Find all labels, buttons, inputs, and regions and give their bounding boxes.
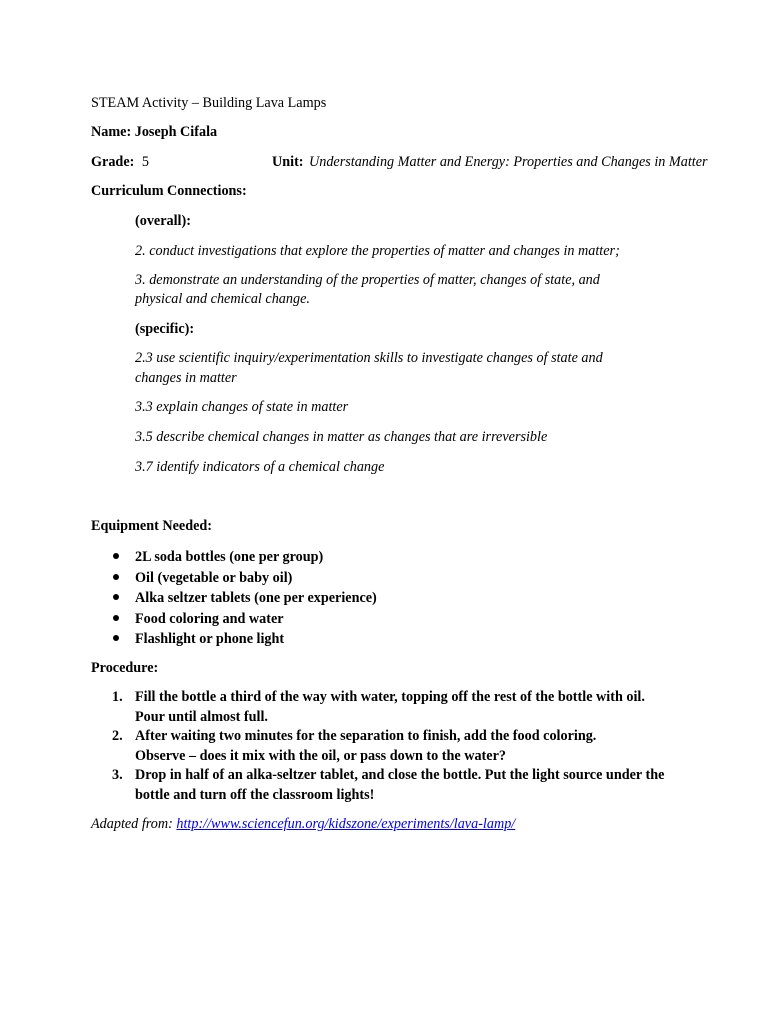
bullet-icon <box>113 615 119 621</box>
bullet-icon <box>113 635 119 641</box>
bullet-icon <box>113 594 119 600</box>
overall-item-3: 3. demonstrate an understanding of the properties of matter, changes of state, and <box>135 272 600 288</box>
bullet-icon <box>113 574 119 580</box>
procedure-heading: Procedure: <box>91 660 159 676</box>
overall-item-2: 2. conduct investigations that explore the properties of matter and changes in matter; <box>135 243 620 259</box>
document-title: STEAM Activity – Building Lava Lamps <box>91 95 327 111</box>
specific-item-2-3: 2.3 use scientific inquiry/experimentation skills to investigate changes of state and <box>135 350 603 366</box>
grade-unit-row <box>91 153 708 171</box>
grade-label: Grade: <box>91 154 135 170</box>
equipment-item: Alka seltzer tablets (one per experience) <box>110 588 377 609</box>
curriculum-heading: Curriculum Connections: <box>91 183 247 199</box>
bullet-icon <box>113 553 119 559</box>
procedure-step: 2. After waiting two minutes for the separation to finish, add the food coloring. Observe – does it mix with the oil, or pass down to the water? <box>112 728 597 764</box>
overall-heading: (overall): <box>135 213 191 229</box>
equipment-item: 2L soda bottles (one per group) <box>110 547 377 568</box>
source-link[interactable]: http://www.sciencefun.org/kidszone/experiments/lava-lamp/ <box>176 816 516 832</box>
author-name: Name: Joseph Cifala <box>91 124 218 140</box>
unit-label: Unit: <box>272 154 304 170</box>
grade-value: 5 <box>141 154 149 170</box>
specific-heading: (specific): <box>135 321 195 337</box>
procedure-step: 3. Drop in half of an alka-seltzer tablet, and close the bottle. Put the light source under the bottle and turn off the classroom lights! <box>112 767 665 803</box>
specific-item-3-7: 3.7 identify indicators of a chemical change <box>135 459 385 475</box>
unit-value: Understanding Matter and Energy: Properties and Changes in Matter <box>309 154 708 170</box>
equipment-list <box>110 547 377 650</box>
equipment-heading: Equipment Needed: <box>91 518 212 534</box>
equipment-item: Flashlight or phone light <box>110 629 377 650</box>
procedure-step: 1. Fill the bottle a third of the way with water, topping off the rest of the bottle with oil. Pour until almost full. <box>112 689 645 725</box>
equipment-item: Oil (vegetable or baby oil) <box>110 568 377 589</box>
equipment-item: Food coloring and water <box>110 609 377 630</box>
specific-item-2-3-cont: changes in matter <box>135 370 237 386</box>
specific-item-3-3: 3.3 explain changes of state in matter <box>135 399 349 415</box>
adapted-from-row <box>91 815 515 833</box>
procedure-list <box>110 688 710 805</box>
adapted-label: Adapted from: <box>91 816 173 832</box>
specific-item-3-5: 3.5 describe chemical changes in matter as changes that are irreversible <box>135 429 548 445</box>
overall-item-3-cont: physical and chemical change. <box>135 291 310 307</box>
